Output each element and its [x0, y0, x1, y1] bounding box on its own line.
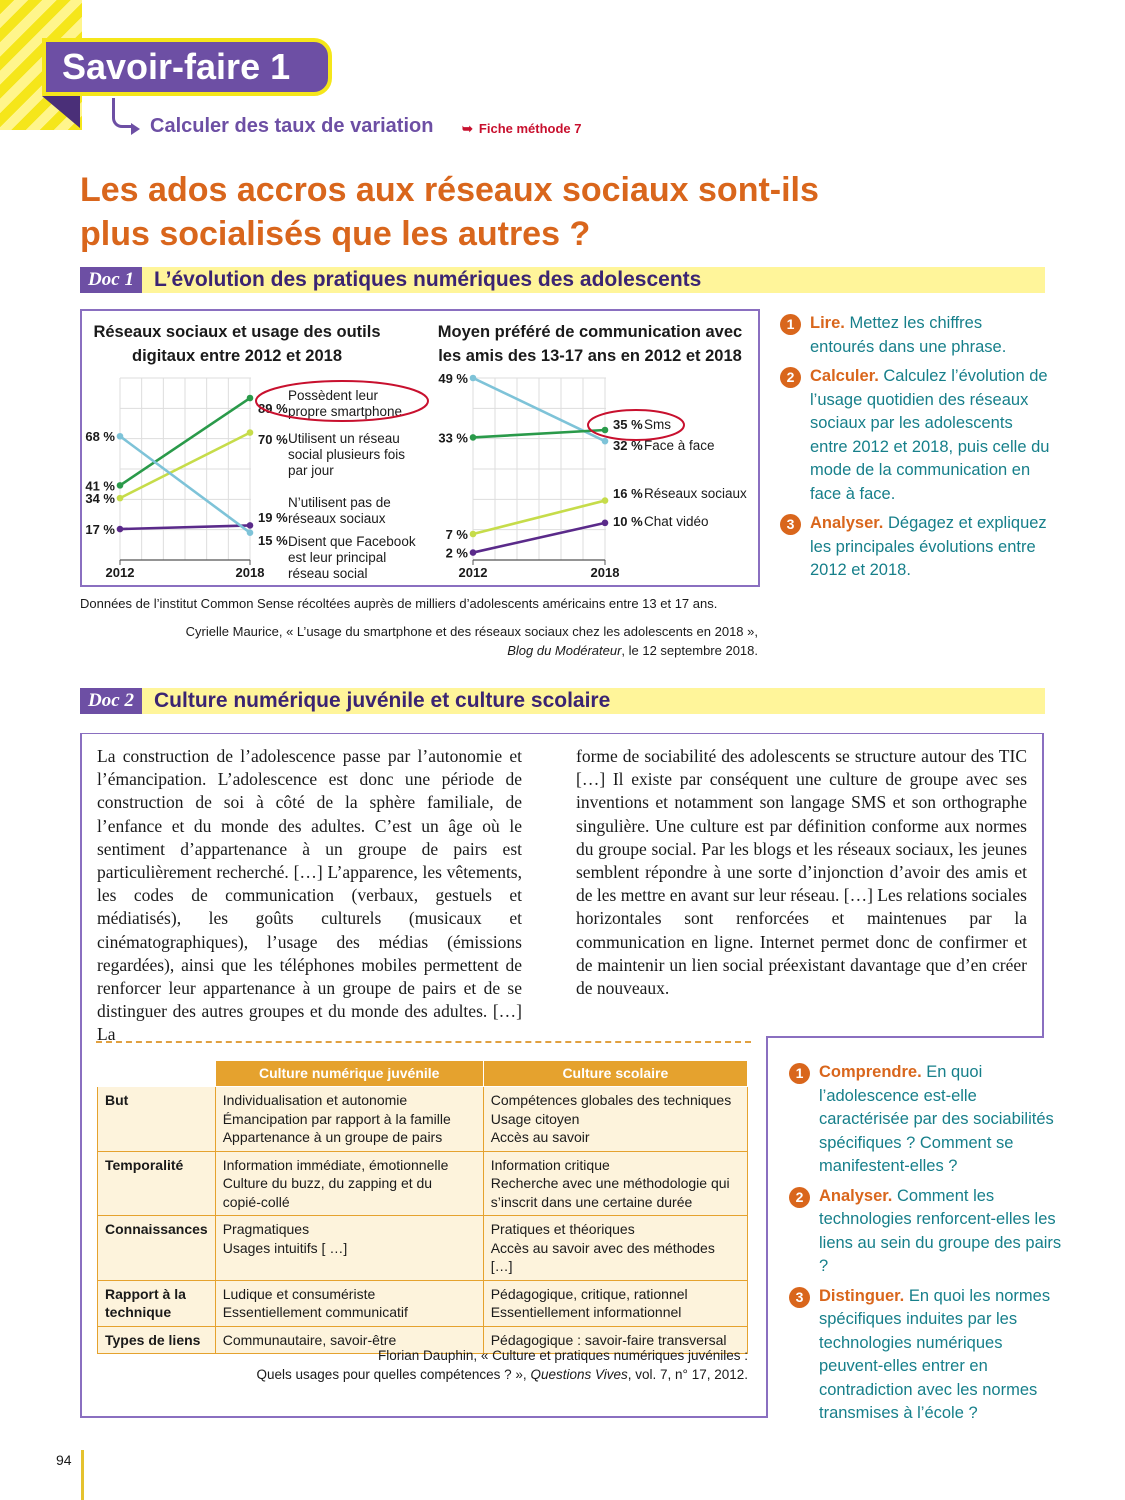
table-cell [215, 1280, 483, 1326]
series-label: social plusieurs fois [288, 447, 406, 462]
data-label-end: 16 % [613, 486, 643, 501]
x-tick-label: 2012 [458, 565, 488, 580]
data-point [470, 434, 477, 441]
table-cell-line: copié-collé [222, 1193, 290, 1210]
question-text: Comment les technologies renforcent-elles les liens au sein du groupe des pairs ? [819, 1186, 1062, 1275]
data-label-end: 10 % [613, 514, 643, 529]
data-label-start: 34 % [85, 491, 115, 507]
questions2-question-1 [789, 1061, 1064, 1179]
doc1-citation-line-1: Cyrielle Maurice, « L’usage du smartphone et des réseaux sociaux chez les adolescents en 2018 », [185, 624, 758, 639]
series-line [120, 525, 250, 529]
table-cell-line: Accès au savoir [490, 1129, 590, 1145]
doc2-source [257, 1346, 748, 1384]
data-point [470, 375, 477, 382]
data-point [117, 433, 124, 440]
data-label-start: 2 % [445, 545, 468, 561]
data-label-end: 89 % [258, 401, 288, 416]
doc2-title: Culture numérique juvénile et culture scolaire [154, 689, 611, 712]
data-label-end: 15 % [258, 533, 288, 548]
doc2-source-line-2 [257, 1365, 748, 1384]
page-number: 94 [56, 1452, 72, 1468]
series-label: Utilisent un réseau [288, 431, 400, 446]
dashed-divider [96, 1041, 751, 1043]
data-label-start: 49 % [438, 371, 468, 386]
doc2-source-part-c: , vol. 7, n° 17, 2012. [627, 1367, 748, 1382]
hand-arrow-icon: ➥ [462, 121, 473, 136]
table-cell-line: Information critique [490, 1156, 610, 1173]
question-verb: Distinguer. [819, 1286, 905, 1305]
table-cell-line: Usage citoyen [490, 1110, 580, 1127]
table-row-label: But [98, 1087, 216, 1152]
questions2-question-3 [789, 1285, 1064, 1426]
series-label: Réseaux sociaux [644, 486, 747, 501]
series-label: Face à face [644, 438, 715, 453]
doc2-tag: Doc 2 [80, 688, 142, 714]
data-label-end: 70 % [258, 432, 288, 447]
table-cell-line: Pratiques et théoriques [490, 1221, 635, 1237]
x-tick-label: 2012 [105, 565, 135, 580]
table-cell-line: Émancipation par rapport à la famille [222, 1110, 451, 1127]
table-cell-line: Recherche avec une méthodologie qui [490, 1175, 730, 1191]
data-label-start: 17 % [85, 522, 115, 538]
data-point [247, 395, 254, 402]
chart-title-line-1: Moyen préféré de communication avec [437, 323, 743, 341]
data-point [602, 497, 609, 504]
chart-title-line-1: Réseaux sociaux et usage des outils [93, 323, 381, 341]
series-label: N’utilisent pas de [288, 495, 391, 510]
table-body [98, 1087, 748, 1354]
table-cell [215, 1151, 483, 1216]
question-text: En quoi les normes spécifiques induites par les technologies numériques peuvent-elles entrer en contradiction avec les normes transmises à l’école ? [819, 1286, 1051, 1422]
question-number: 3 [789, 1287, 810, 1308]
doc1-title: L’évolution des pratiques numériques des adolescents [154, 268, 702, 291]
doc2-source-line-1: Florian Dauphin, « Culture et pratiques numériques juvéniles : [378, 1348, 748, 1363]
series-label: Possèdent leur [288, 388, 379, 403]
table-row [98, 1087, 748, 1152]
question-number: 2 [789, 1187, 810, 1208]
fiche-link[interactable] [462, 121, 581, 137]
table-cell-line: Information immédiate, émotionnelle [222, 1156, 449, 1173]
table-header-row [98, 1061, 748, 1087]
data-label-end: 19 % [258, 510, 288, 525]
doc2-header [80, 688, 1045, 714]
doc1-questions [780, 312, 1050, 589]
doc1-tag: Doc 1 [80, 267, 142, 293]
table-cell-line: Usages intuitifs [ …] [222, 1239, 348, 1256]
table-cell-line: Ludique et consumériste [222, 1285, 376, 1302]
question-number: 1 [780, 314, 801, 335]
table-cell-line: Pragmatiques [222, 1221, 310, 1237]
fiche-label: Fiche méthode 7 [478, 121, 582, 136]
questions1-question-2 [780, 365, 1050, 506]
series-label: est leur principal [288, 550, 387, 565]
table-header-blank [98, 1061, 216, 1087]
badge-fold [42, 96, 80, 128]
comparison-table [97, 1060, 748, 1354]
data-point [247, 529, 254, 536]
table-cell-line: […] [490, 1258, 513, 1274]
table-cell-line: Individualisation et autonomie [222, 1092, 408, 1108]
table-cell-line: Communautaire, savoir-être [222, 1331, 397, 1348]
data-point [117, 482, 124, 489]
doc2-text-col-2: forme de sociabilité des adolescents se structure autour des TIC […] Il existe par conséquent une culture de groupe avec ses inventions et notamment son langage SMS et son orthographe singulière. Une culture est par définition conforme aux normes du groupe social. Par les blogs et les réseaux sociaux, les jeunes semblent répondre à une sorte d’injonction d’avoir des amis et de les mettre en avant sur leur réseau. […] Les relations sociales horizontales sont renforcées et maintenues par la communication en ligne. Internet permet donc de confirmer et de maintenir un lien social préexistant davantage que d’en créer de nouveaux. [576, 746, 1027, 999]
doc1-source-citation [186, 622, 758, 660]
doc1-citation-line-2 [186, 641, 758, 660]
question-text: En quoi l’adolescence est-elle caractérisée par des sociabilités spécifiques ? Comment se manifestent-elles ? [819, 1063, 1054, 1175]
data-point [602, 520, 609, 527]
data-point [470, 531, 477, 538]
series-label: par jour [288, 463, 334, 478]
arrowhead-icon [131, 123, 140, 135]
page-title-line-1: Les ados accros aux réseaux sociaux sont-ils [80, 171, 819, 209]
question-number: 2 [780, 367, 801, 388]
table-row-label: Connaissances [98, 1216, 216, 1281]
question-verb: Calculer. [810, 367, 879, 385]
doc1-charts [80, 309, 760, 587]
page-title [80, 168, 980, 256]
skill-subtitle: Calculer des taux de variation [150, 115, 434, 137]
question-verb: Analyser. [810, 514, 884, 532]
table-cell-line: Essentiellement informationnel [490, 1304, 682, 1320]
doc1-citation-date: , le 12 septembre 2018. [621, 643, 758, 658]
chart-title-line-2: les amis des 13-17 ans en 2012 et 2018 [438, 347, 742, 365]
questions1-question-3 [780, 512, 1050, 583]
question-text: Mettez les chiffres entourés dans une phrase. [810, 314, 1007, 356]
data-point [247, 429, 254, 436]
table-row-label: Temporalité [98, 1151, 216, 1216]
data-point [117, 526, 124, 533]
doc2-source-part-a: Quels usages pour quelles compétences ? », [256, 1367, 527, 1382]
data-point [117, 495, 124, 502]
table-cell-line: Accès au savoir avec des méthodes [490, 1239, 715, 1256]
question-verb: Lire. [810, 314, 845, 332]
table-cell [483, 1216, 747, 1281]
x-tick-label: 2018 [590, 565, 620, 580]
table-cell-line: Pédagogique, critique, rationnel [490, 1285, 688, 1302]
page-title-line-2: plus socialisés que les autres ? [80, 215, 591, 253]
data-label-start: 41 % [85, 478, 115, 494]
table-cell-line: Pédagogique : savoir-faire transversal [490, 1331, 727, 1348]
data-label-start: 7 % [445, 527, 468, 542]
data-point [247, 522, 254, 529]
table-cell [215, 1216, 483, 1281]
data-point [602, 438, 609, 445]
table-cell [483, 1151, 747, 1216]
table-header-scolaire: Culture scolaire [483, 1061, 747, 1087]
table-row [98, 1216, 748, 1281]
questions1-question-1 [780, 312, 1050, 359]
doc1-source-data: Données de l’institut Common Sense récoltées auprès de milliers d’adolescents américains entre 13 et 17 ans. [80, 596, 718, 611]
table-row-label: Types de liens [98, 1326, 216, 1354]
data-label-start: 68 % [85, 429, 115, 445]
data-point [470, 549, 477, 556]
table-cell [483, 1087, 747, 1152]
series-label: réseaux sociaux [288, 511, 386, 526]
data-label-end: 32 % [613, 438, 643, 453]
table-row [98, 1280, 748, 1326]
doc2-questions [789, 1061, 1064, 1432]
table-cell [483, 1280, 747, 1326]
question-number: 1 [789, 1063, 810, 1084]
data-label-end: 35 % [613, 417, 643, 432]
table-cell-line: s’inscrit dans une certaine durée [490, 1193, 693, 1210]
charts-svg [82, 311, 758, 585]
table-row-label: Rapport à la technique [98, 1280, 216, 1326]
question-text: Calculez l’évolution de l’usage quotidien des réseaux sociaux par les adolescents entre 2012 et 2018, puis celle du mode de la communication en face à face. [810, 367, 1050, 503]
questions2-question-2 [789, 1185, 1064, 1279]
x-tick-label: 2018 [235, 565, 265, 580]
series-label: Sms [644, 417, 671, 432]
data-label-start: 33 % [438, 430, 468, 446]
table-cell-line: Essentiellement communicatif [222, 1304, 408, 1320]
series-label: propre smartphone [288, 404, 403, 419]
table-cell-line: Compétences globales des techniques [490, 1092, 732, 1108]
series-label: Disent que Facebook [288, 534, 416, 549]
doc1-header [80, 267, 1045, 293]
doc1-citation-blog: Blog du Modérateur [507, 643, 622, 658]
doc2-source-journal: Questions Vives [530, 1367, 628, 1382]
table-cell-line: Culture du buzz, du zapping et du [222, 1175, 433, 1191]
question-verb: Comprendre. [819, 1063, 922, 1081]
section-badge: Savoir-faire 1 [42, 38, 332, 96]
data-point [602, 427, 609, 434]
series-label: réseau social [288, 566, 368, 581]
table-cell [215, 1087, 483, 1152]
question-verb: Analyser. [819, 1186, 893, 1205]
question-number: 3 [780, 514, 801, 535]
series-label: Chat vidéo [644, 514, 709, 529]
table-row [98, 1151, 748, 1216]
table-cell-line: Appartenance à un groupe de pairs [222, 1129, 443, 1145]
page-margin-bar [81, 1450, 84, 1500]
table-header-juvenile: Culture numérique juvénile [215, 1061, 483, 1087]
question-text: Dégagez et expliquez les principales évolutions entre 2012 et 2018. [810, 514, 1047, 579]
doc2-text-col-1: La construction de l’adolescence passe par l’autonomie et l’émancipation. L’adolescence est donc une période de construction de soi à côté de la sphère familiale, de l’enfance et du monde des adultes. C’est un âge où le sentiment d’appartenance à un groupe de pairs est particulièrement recherché. […] L’apparence, les vêtements, les codes de communication (verbaux, gestuels et médiatisés), les goûts culturels (musicaux et cinématographiques), l’usage des médias (émissions regardées), ainsi que les téléphones mobiles permettent de renforcer leur appartenance à un groupe de pairs et de se distinguer des autres groupes et du monde des adultes. […] La [97, 746, 522, 1045]
chart-title-line-2: digitaux entre 2012 et 2018 [131, 347, 343, 365]
